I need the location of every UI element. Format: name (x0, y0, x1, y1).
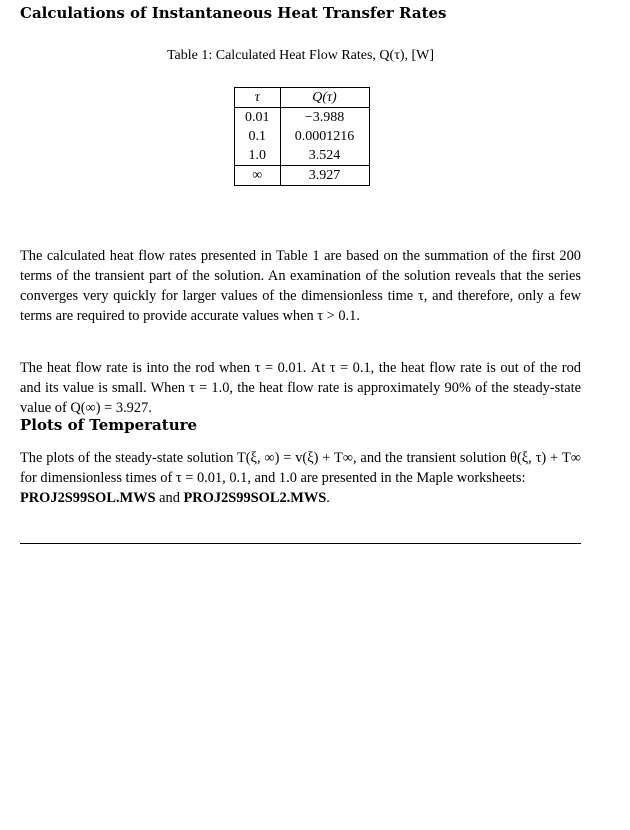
column-header-tau: τ (235, 88, 281, 108)
table-cell-tau: 0.1 (235, 127, 281, 146)
worksheet-and: and (155, 490, 184, 506)
worksheet-file-2: PROJ2S99SOL2.MWS (183, 490, 327, 506)
paragraph-plots-text: The plots of the steady-state solution T(ξ, ∞) = v(ξ) + T∞, and the transient solution θ(ξ, τ) + T∞ for dimensionless times of τ = 0.01, 0.1, and 1.0 are presented in the Maple worksheets: (20, 450, 581, 486)
worksheet-file-1: PROJ2S99SOL.MWS (20, 490, 156, 506)
section-heading-heat-transfer-rates: Calculations of Instantaneous Heat Transfer Rates (20, 4, 447, 22)
paragraph-heat-flow-direction: The heat flow rate is into the rod when τ = 0.01. At τ = 0.1, the heat flow rate is out of the rod and its value is small. When τ = 1.0, the heat flow rate is approximately 90% of the steady-state value of Q(∞) = 3.927. (20, 360, 581, 417)
table-cell-tau: 0.01 (235, 108, 281, 128)
worksheet-end: . (326, 490, 330, 506)
table-cell-tau: ∞ (235, 166, 281, 186)
table-row (235, 108, 370, 128)
table-header-row (235, 88, 370, 108)
paragraph-summation: The calculated heat flow rates presented in Table 1 are based on the summation of the first 200 terms of the transient part of the solution. An examination of the solution reveals that the series converges very quickly for larger values of the dimensionless time τ, and therefore, only a few terms are required to provide accurate values when τ > 0.1. (20, 248, 581, 325)
table-cell-q: 0.0001216 (280, 127, 369, 146)
table-cell-q: 3.524 (280, 146, 369, 166)
table-caption: Table 1: Calculated Heat Flow Rates, Q(τ), [W] (166, 48, 435, 63)
section-heading-plots: Plots of Temperature (20, 416, 198, 434)
table-cell-q: −3.988 (280, 108, 369, 128)
horizontal-rule (20, 543, 581, 544)
table-cell-tau: 1.0 (235, 146, 281, 166)
table-row-infinity (235, 166, 370, 186)
table-cell-q: 3.927 (280, 166, 369, 186)
paragraph-plots (20, 448, 581, 508)
table-row (235, 127, 370, 146)
column-header-q: Q(τ) (280, 88, 369, 108)
heat-flow-table (234, 87, 370, 186)
table-row (235, 146, 370, 166)
